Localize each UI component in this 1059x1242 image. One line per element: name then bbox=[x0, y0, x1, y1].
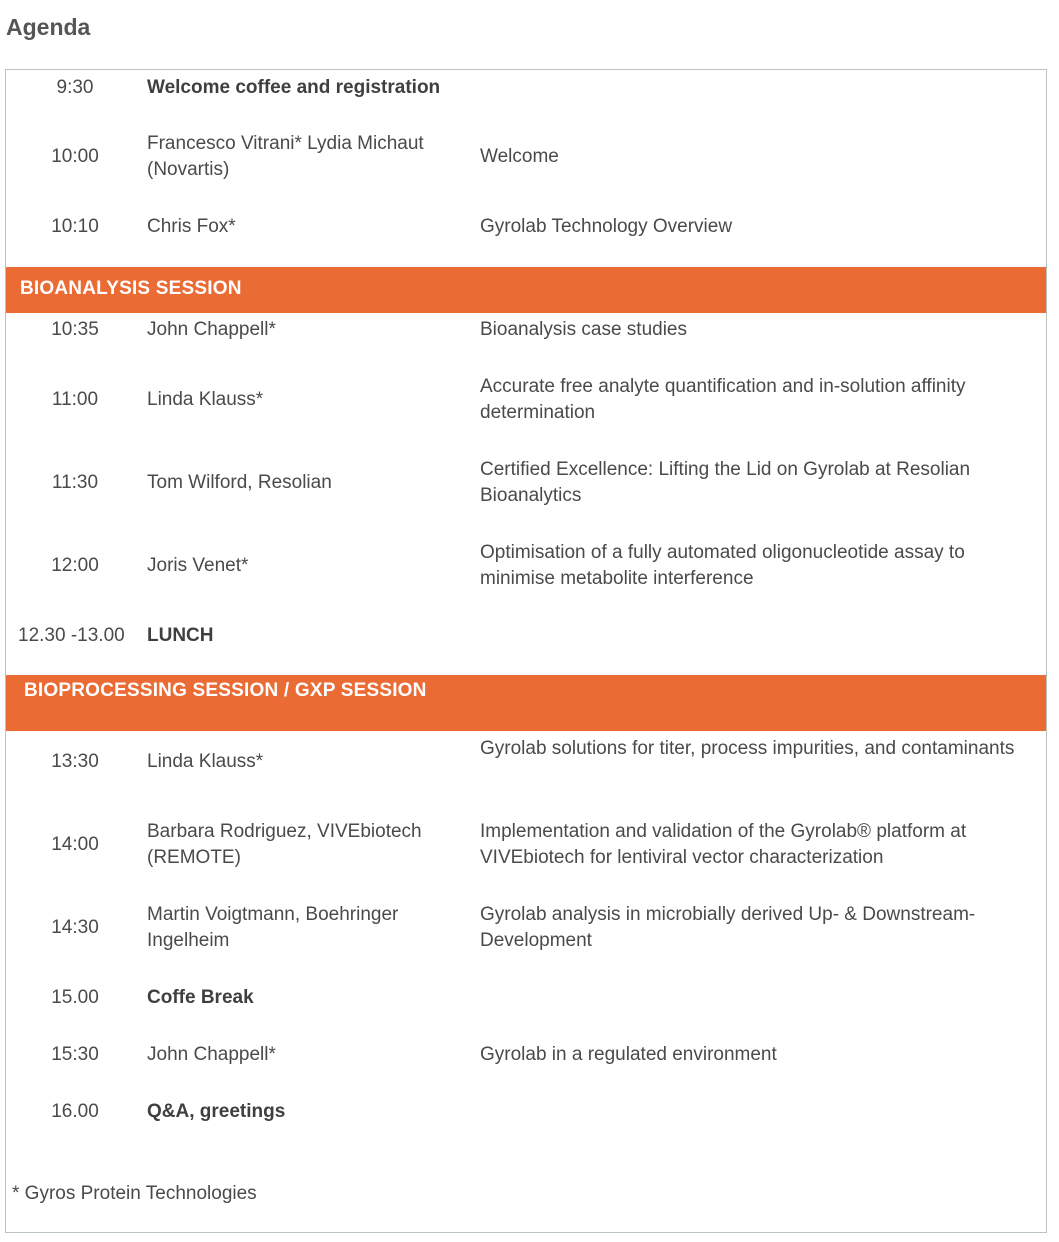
agenda-topic: Bioanalysis case studies bbox=[480, 319, 687, 340]
agenda-item-coffee-break: Coffe Break bbox=[147, 987, 254, 1008]
agenda-speaker: Martin Voigtmann, Boehringer Ingelheim bbox=[147, 904, 399, 951]
session-header-bioanalysis bbox=[6, 267, 1046, 313]
agenda-time: 15.00 bbox=[51, 987, 99, 1008]
agenda-time: 10:35 bbox=[51, 319, 99, 340]
agenda-speaker: John Chappell* bbox=[147, 1044, 276, 1065]
agenda-speaker: Joris Venet* bbox=[147, 555, 249, 576]
agenda-time: 9:30 bbox=[56, 77, 94, 98]
agenda-time: 10:00 bbox=[51, 146, 99, 167]
agenda-speaker: Chris Fox* bbox=[147, 216, 236, 237]
agenda-time: 15:30 bbox=[51, 1044, 99, 1065]
agenda-item-welcome-coffee: Welcome coffee and registration bbox=[147, 77, 441, 98]
agenda-speaker: Francesco Vitrani* Lydia Michaut (Novartis) bbox=[147, 133, 424, 180]
agenda-topic: Gyrolab analysis in microbially derived Up- & Downstream-Development bbox=[480, 904, 976, 951]
agenda-time: 12.30 -13.00 bbox=[18, 625, 125, 646]
agenda-speaker: Linda Klauss* bbox=[147, 389, 264, 410]
agenda-topic: Gyrolab solutions for titer, process impurities, and contaminants bbox=[480, 738, 1015, 759]
agenda-time: 14:00 bbox=[51, 834, 99, 855]
agenda-topic: Gyrolab in a regulated environment bbox=[480, 1044, 777, 1065]
footnote: * Gyros Protein Technologies bbox=[12, 1183, 257, 1204]
page-title: Agenda bbox=[6, 14, 91, 40]
session-title: BIOPROCESSING SESSION / GXP SESSION bbox=[24, 680, 427, 701]
agenda-topic: Certified Excellence: Lifting the Lid on Gyrolab at Resolian Bioanalytics bbox=[480, 459, 971, 506]
agenda-item-qa: Q&A, greetings bbox=[147, 1101, 286, 1122]
agenda-time: 13:30 bbox=[51, 751, 99, 772]
agenda-item-lunch: LUNCH bbox=[147, 625, 214, 646]
agenda-time: 11:00 bbox=[51, 389, 99, 410]
agenda-topic: Accurate free analyte quantification and in-solution affinity determination bbox=[480, 376, 966, 423]
agenda-speaker: Linda Klauss* bbox=[147, 751, 264, 772]
agenda-time: 14:30 bbox=[51, 917, 99, 938]
agenda-speaker: Barbara Rodriguez, VIVEbiotech (REMOTE) bbox=[147, 821, 422, 868]
agenda-table bbox=[5, 69, 1047, 1233]
agenda-speaker: John Chappell* bbox=[147, 319, 276, 340]
agenda-topic: Gyrolab Technology Overview bbox=[480, 216, 733, 237]
agenda-speaker: Tom Wilford, Resolian bbox=[147, 472, 332, 493]
agenda-topic: Welcome bbox=[480, 146, 559, 167]
session-title: BIOANALYSIS SESSION bbox=[20, 278, 242, 299]
agenda-time: 12:00 bbox=[51, 555, 99, 576]
agenda-time: 10:10 bbox=[51, 216, 99, 237]
agenda-topic: Optimisation of a fully automated oligonucleotide assay to minimise metabolite interference bbox=[480, 542, 965, 589]
agenda-time: 16.00 bbox=[51, 1101, 99, 1122]
session-header-bioprocessing bbox=[6, 675, 1046, 731]
agenda-topic: Implementation and validation of the Gyrolab® platform at VIVEbiotech for lentiviral vector characterization bbox=[480, 821, 967, 868]
agenda-time: 11:30 bbox=[51, 472, 99, 493]
